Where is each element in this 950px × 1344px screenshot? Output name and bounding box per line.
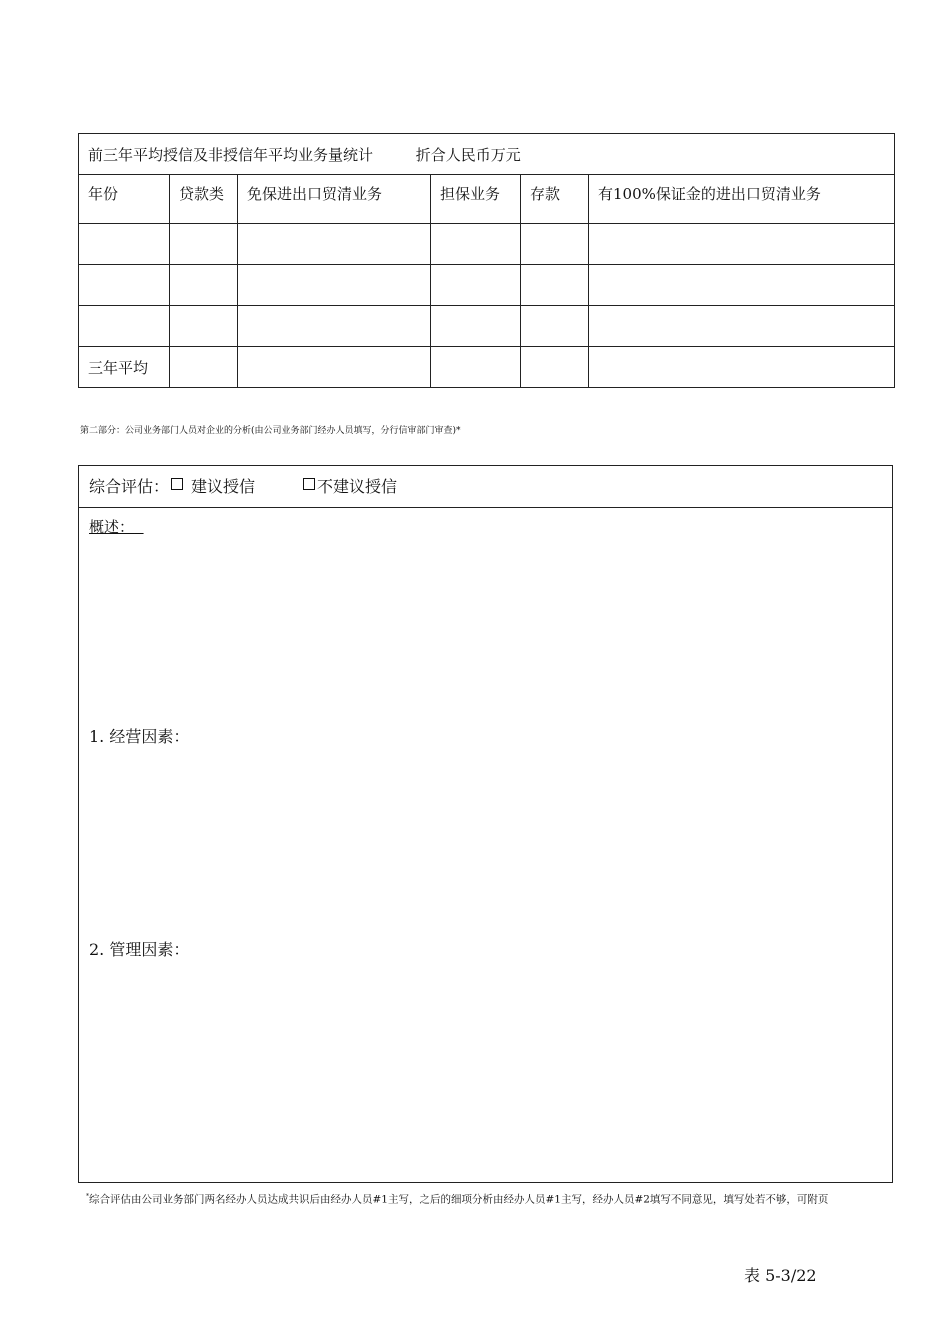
- table-cell[interactable]: [238, 306, 431, 347]
- overview-label: 概述：: [89, 518, 135, 536]
- business-volume-table: [78, 133, 895, 388]
- table-cell[interactable]: [521, 224, 589, 265]
- evaluation-box: [78, 465, 893, 1183]
- footnote-text: 综合评估由公司业务部门两名经办人员达成共识后由经办人员#1主写，之后的细项分析由经办人员#1主写，经办人员#2填写不同意见，填写处若不够，可附页: [89, 1193, 829, 1206]
- table-cell[interactable]: [521, 265, 589, 306]
- table-cell[interactable]: [521, 347, 589, 388]
- three-year-average-label: 三年平均: [79, 347, 170, 388]
- evaluation-label: 综合评估：: [89, 477, 170, 496]
- table-cell[interactable]: [589, 224, 895, 265]
- table-cell[interactable]: [431, 347, 521, 388]
- business-factor-label: 1. 经营因素：: [89, 727, 190, 746]
- col-header-trade-finance: 免保进出口贸清业务: [238, 175, 431, 224]
- table-cell[interactable]: [431, 224, 521, 265]
- section-two-note: 第二部分：公司业务部门人员对企业的分析(由公司业务部门经办人员填写，分行信审部门审查)*: [80, 426, 461, 436]
- table-row: [79, 265, 895, 306]
- table-cell[interactable]: [79, 306, 170, 347]
- footnote-marker: *: [86, 1193, 89, 1200]
- table-cell[interactable]: [170, 224, 238, 265]
- not-recommend-label: 不建议授信: [317, 477, 398, 496]
- recommend-label: 建议授信: [191, 477, 256, 496]
- recommend-checkbox[interactable]: [171, 478, 183, 490]
- table-title-cell: [79, 134, 895, 175]
- col-header-deposits: 存款: [521, 175, 589, 224]
- table-row: [79, 306, 895, 347]
- col-header-year: 年份: [79, 175, 170, 224]
- table-cell[interactable]: [521, 306, 589, 347]
- table-cell[interactable]: [589, 306, 895, 347]
- table-cell[interactable]: [431, 306, 521, 347]
- col-header-guarantee: 担保业务: [431, 175, 521, 224]
- table-cell[interactable]: [79, 265, 170, 306]
- evaluation-header: [79, 466, 892, 508]
- table-cell[interactable]: [589, 265, 895, 306]
- table-title: 前三年平均授信及非授信年平均业务量统计: [88, 145, 374, 164]
- table-cell[interactable]: [170, 347, 238, 388]
- not-recommend-checkbox[interactable]: [303, 478, 315, 490]
- table-cell[interactable]: [238, 265, 431, 306]
- col-header-full-margin-trade: 有100%保证金的进出口贸清业务: [589, 175, 895, 224]
- table-row: [79, 224, 895, 265]
- management-factor-label: 2. 管理因素：: [89, 940, 190, 959]
- table-cell[interactable]: [431, 265, 521, 306]
- table-cell[interactable]: [170, 306, 238, 347]
- table-unit: 折合人民币万元: [415, 145, 521, 164]
- footnote: [86, 1188, 876, 1209]
- table-cell[interactable]: [589, 347, 895, 388]
- table-cell[interactable]: [170, 265, 238, 306]
- table-row-average: [79, 347, 895, 388]
- table-cell[interactable]: [79, 224, 170, 265]
- table-cell[interactable]: [238, 347, 431, 388]
- table-header-row: [79, 175, 895, 224]
- table-cell[interactable]: [238, 224, 431, 265]
- col-header-loans: 贷款类: [170, 175, 238, 224]
- page-number: 表 5-3/22: [744, 1266, 817, 1285]
